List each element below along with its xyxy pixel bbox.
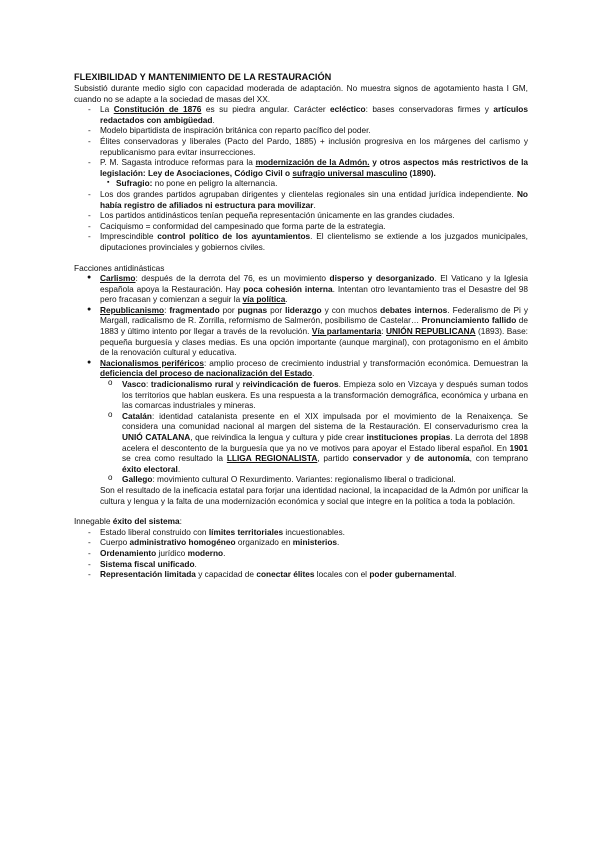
- facciones-closing-paragraph: Son el resultado de la ineficacia estatal para forjar una identidad nacional, la incapacidad de la Admón por unificar la cultura y lengua y la falta de una modernización económica y social que integre en la política a toda la población.: [100, 484, 528, 506]
- list-item: - Caciquismo = conformidad del campesinado que forma parte de la estrategia.: [74, 221, 528, 232]
- list-item: - Sistema fiscal unificado.: [74, 559, 528, 570]
- document-page: [74, 72, 528, 580]
- list-item: - Imprescindible control político de los ayuntamientos. El clientelismo se extiende a los juzgados municipales, diputaciones provinciales y gobiernos civiles.: [74, 231, 528, 252]
- sub-list-item-vasco: o Vasco: tradicionalismo rural y reivindicación de fueros. Empieza solo en Vizcaya y después suman todos los territorios que hablan euskera. Es una respuesta a la transformación demográfica, económica y urbana en las comarcas industriales y mineras.: [74, 379, 528, 411]
- section-heading-facciones: Facciones antidinásticas: [74, 262, 165, 273]
- list-item: - Los dos grandes partidos agrupaban dirigentes y clientelas regionales sin una entidad jurídica independiente. No había registro de afiliados ni estructura para movilizar.: [74, 189, 528, 210]
- list-item: - Ordenamiento jurídico moderno.: [74, 548, 528, 559]
- sub-list-item: ▪ Sufragio: no pone en peligro la alternancia.: [74, 178, 528, 189]
- list-item: - Modelo bipartidista de inspiración británica con reparto pacífico del poder.: [74, 125, 528, 136]
- list-item-carlismo: ● Carlismo: después de la derrota del 76, es un movimiento disperso y desorganizado. El Vaticano y la Iglesia española apoya la Restauración. Hay poca cohesión interna. Intentan otro levantamiento tras el Desastre del 98 pero fracasan y comienzan a seguir la vía política.: [74, 273, 528, 305]
- list-item: - Los partidos antidinásticos tenían pequeña representación únicamente en las grandes ciudades.: [74, 210, 528, 221]
- list-item: - Cuerpo administrativo homogéneo organizado en ministerios.: [74, 537, 528, 548]
- document-title: FLEXIBILIDAD Y MANTENIMIENTO DE LA RESTAURACIÓN: [74, 72, 332, 82]
- list-item: - Representación limitada y capacidad de conectar élites locales con el poder gubernamental.: [74, 569, 528, 580]
- sub-list-item-gallego: o Gallego: movimiento cultural O Rexurdimento. Variantes: regionalismo liberal o tradicional.: [74, 474, 528, 485]
- facciones-list: [74, 273, 528, 485]
- intro-paragraph: Subsistió durante medio siglo con capacidad moderada de adaptación. No muestra signos de agotamiento hasta I GM, cuando no se adapte a la sociedad de masas del XX.: [74, 83, 528, 104]
- list-item: - Élites conservadoras y liberales (Pacto del Pardo, 1885) + inclusión progresiva en los márgenes del carlismo y republicanismo para evitar insurrecciones.: [74, 136, 528, 157]
- list-item: - Estado liberal construido con límites territoriales incuestionables.: [74, 527, 528, 538]
- list-item: - P. M. Sagasta introduce reformas para la modernización de la Admón. y otros aspectos más restrictivos de la legislación: Ley de Asociaciones, Código Civil o sufragio universal masculino (1890).: [74, 157, 528, 178]
- section-heading-exito: Innegable éxito del sistema:: [74, 516, 182, 527]
- exito-list: [74, 527, 528, 580]
- spacer: [74, 506, 528, 516]
- list-item-nacionalismos: ● Nacionalismos periféricos: amplio proceso de crecimiento industrial y transformación económica. Demuestran la deficiencia del proceso de nacionalización del Estado.: [74, 358, 528, 379]
- sub-list-item-catalan: o Catalán: identidad catalanista presente en el XIX impulsada por el movimiento de la Renaixença. Se considera una comunidad nacional al margen del sistema de la Restauración. El conservadurismo crea la UNIÓ CATALANA, que reivindica la lengua y cultura y pide crear instituciones propias. La derrota del 1898 acelera el descontento de la burguesía que ya no ve motivos para apoyar el Estado liberal español. En 1901 se crea como resultado la LLIGA REGIONALISTA, partido conservador y de autonomía, con temprano éxito electoral.: [74, 411, 528, 475]
- list-item-republicanismo: ● Republicanismo: fragmentado por pugnas por liderazgo y con muchos debates internos. Federalismo de Pi y Margall, radicalismo de R. Zorrilla, reformismo de Salmerón, posibilismo de Castelar… Pronunciamiento fallido de 1883 y último intento por llegar a través de la revolución. Vía parlamentaria: UNIÓN REPUBLICANA (1893). Base: pequeña burguesía y clases medias. Es una opción importante (aunque marginal), con protagonismo en el ámbito de la renovación cultural y educativa.: [74, 305, 528, 358]
- list-item: - La Constitución de 1876 es su piedra angular. Carácter ecléctico: bases conservadoras firmes y artículos redactados con ambigüedad.: [74, 104, 528, 125]
- restauracion-features-list: [74, 104, 528, 252]
- spacer: [74, 253, 528, 263]
